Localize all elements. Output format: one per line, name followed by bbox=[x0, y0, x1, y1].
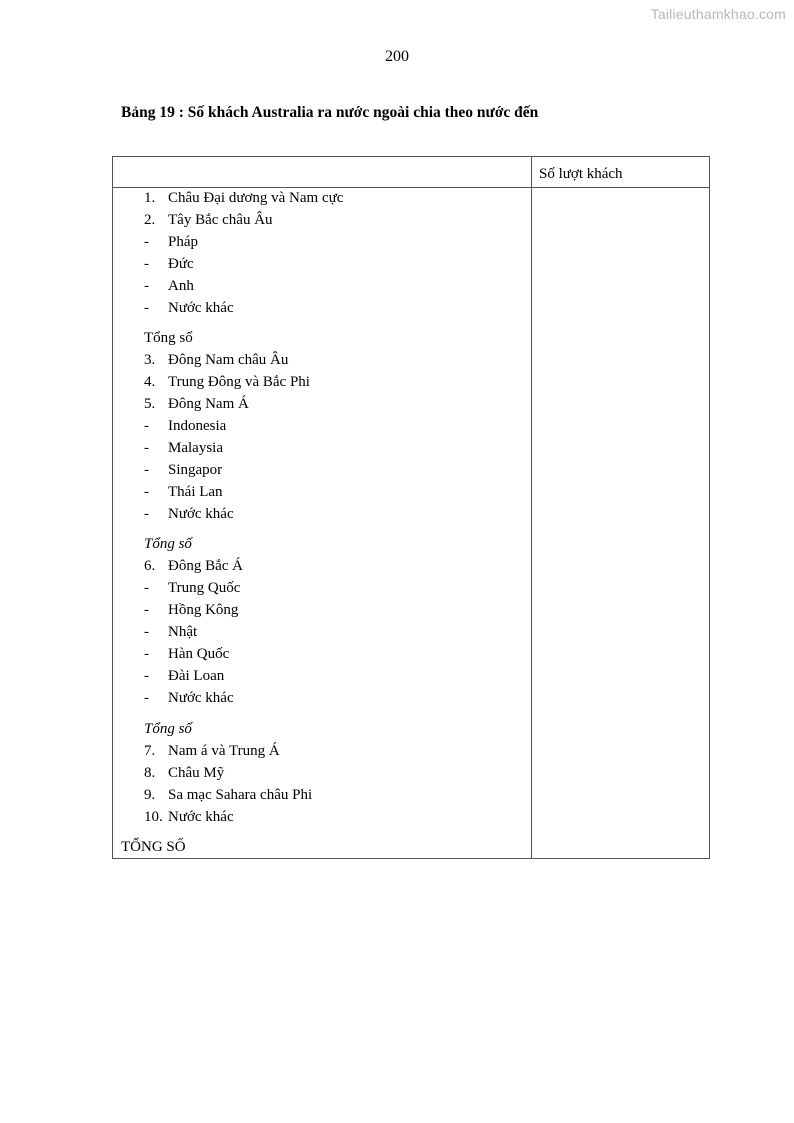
row-marker: 4. bbox=[144, 374, 156, 390]
row-label: Hồng Kông bbox=[168, 602, 239, 618]
row-label: Tổng số bbox=[144, 721, 192, 737]
row-marker: 9. bbox=[144, 787, 156, 803]
row-label: Tây Bắc châu Âu bbox=[168, 212, 273, 228]
row-marker: 2. bbox=[144, 212, 156, 228]
row-label: Singapor bbox=[168, 462, 223, 478]
row-label: Đài Loan bbox=[168, 668, 225, 684]
row-label: Trung Đông và Bắc Phi bbox=[168, 374, 310, 390]
watermark: Tailieuthamkhao.com bbox=[650, 6, 786, 22]
table-title: Bảng 19 : Số khách Australia ra nước ngoài chia theo nước đến bbox=[121, 104, 539, 121]
row-label: Hàn Quốc bbox=[168, 646, 230, 662]
row-marker: - bbox=[144, 580, 149, 596]
row-marker: - bbox=[144, 690, 149, 706]
row-label: Nước khác bbox=[168, 300, 234, 316]
row-marker: 1. bbox=[144, 190, 156, 206]
row-marker: 3. bbox=[144, 352, 156, 368]
row-marker: - bbox=[144, 440, 149, 456]
column-divider bbox=[531, 157, 532, 858]
row-marker: - bbox=[144, 256, 149, 272]
row-label: Châu Mỹ bbox=[168, 765, 225, 781]
row-marker: - bbox=[144, 300, 149, 316]
row-label: Đức bbox=[168, 256, 194, 272]
row-marker: - bbox=[144, 234, 149, 250]
row-label: Trung Quốc bbox=[168, 580, 241, 596]
row-label: Đông Nam Á bbox=[168, 396, 249, 412]
row-label: Tổng số bbox=[144, 536, 192, 552]
row-marker: - bbox=[144, 418, 149, 434]
row-label: Đông Bắc Á bbox=[168, 558, 243, 574]
row-label: Nhật bbox=[168, 624, 198, 640]
page-number: 200 bbox=[385, 48, 409, 65]
row-label: Malaysia bbox=[168, 440, 223, 456]
row-label: Sa mạc Sahara châu Phi bbox=[168, 787, 313, 803]
row-marker: - bbox=[144, 646, 149, 662]
row-label: Châu Đại dương và Nam cực bbox=[168, 190, 344, 206]
destination-table bbox=[112, 156, 710, 859]
row-marker: 10. bbox=[144, 809, 163, 825]
row-marker: 6. bbox=[144, 558, 156, 574]
row-marker: - bbox=[144, 602, 149, 618]
row-marker: - bbox=[144, 278, 149, 294]
row-label: TỔNG SỐ bbox=[121, 839, 186, 855]
row-label: Thái Lan bbox=[168, 484, 223, 500]
row-label: Anh bbox=[168, 278, 194, 294]
row-label: Nước khác bbox=[168, 809, 234, 825]
row-label: Nước khác bbox=[168, 506, 234, 522]
row-label: Nam á và Trung Á bbox=[168, 743, 280, 759]
row-label: Nước khác bbox=[168, 690, 234, 706]
row-marker: 5. bbox=[144, 396, 156, 412]
table-rows bbox=[113, 157, 531, 858]
row-label: Tổng số bbox=[144, 330, 193, 346]
row-marker: - bbox=[144, 462, 149, 478]
row-marker: 7. bbox=[144, 743, 156, 759]
row-marker: 8. bbox=[144, 765, 156, 781]
row-marker: - bbox=[144, 484, 149, 500]
row-marker: - bbox=[144, 668, 149, 684]
row-label: Đông Nam châu Âu bbox=[168, 352, 289, 368]
row-marker: - bbox=[144, 506, 149, 522]
row-label: Indonesia bbox=[168, 418, 227, 434]
column-header-visitors: Số lượt khách bbox=[539, 166, 623, 182]
row-marker: - bbox=[144, 624, 149, 640]
row-label: Pháp bbox=[168, 234, 198, 250]
